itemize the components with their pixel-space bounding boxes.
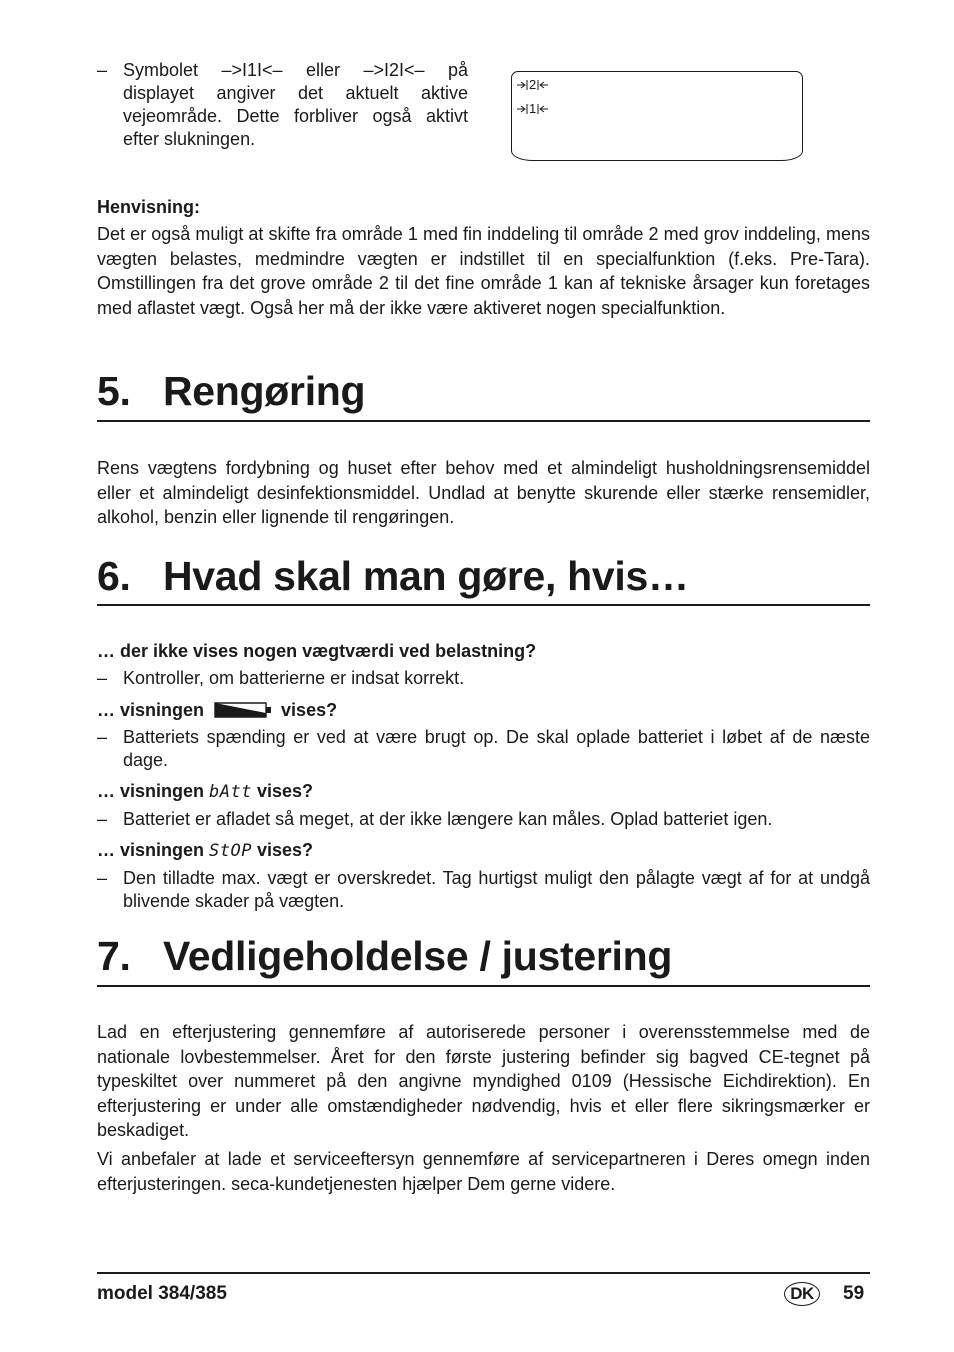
section-divider bbox=[97, 604, 870, 606]
answer-batt bbox=[97, 808, 870, 831]
dash-bullet: – bbox=[97, 727, 108, 747]
footer-model: model 384/385 bbox=[97, 1283, 227, 1304]
range-1-label: 1 bbox=[529, 101, 537, 116]
section-title: Rengøring bbox=[163, 368, 366, 414]
section-5-heading bbox=[97, 368, 870, 414]
page-number: 59 bbox=[843, 1283, 865, 1304]
answer-text: Batteriets spænding er ved at være brugt op. De skal oplade batteriet i løbet af de næste dage. bbox=[123, 727, 870, 770]
section-number: 5. bbox=[97, 368, 131, 414]
section-number: 6. bbox=[97, 553, 131, 599]
question-batt bbox=[97, 780, 313, 804]
display-illustration bbox=[511, 71, 803, 161]
inward-arrows-icon bbox=[517, 79, 529, 91]
question-prefix: … visningen bbox=[97, 840, 205, 860]
section-6-heading bbox=[97, 553, 870, 599]
section-number: 7. bbox=[97, 933, 131, 979]
section-title: Hvad skal man gøre, hvis… bbox=[163, 553, 689, 599]
question-no-weight: … der ikke vises nogen vægtværdi ved belastning? bbox=[97, 641, 537, 661]
display-code-stop: StOP bbox=[209, 841, 252, 861]
answer-text: Batteriet er afladet så meget, at der ikke længere kan måles. Oplad batteriet igen. bbox=[123, 809, 773, 829]
section-5-text: Rens vægtens fordybning og huset efter behov med et almindeligt husholdningsrensemiddel eller et almindeligt desinfektionsmiddel. Undlad at benytte skurende eller stærke rensemidler, alkohol, benzin eller lignende til rengøringen. bbox=[97, 458, 870, 527]
dash-bullet: – bbox=[97, 809, 108, 829]
intro-text: Symbolet –>I1I<– eller –>I2I<– på displayet angiver det aktuelt aktive vejeområde. Dette forbliver også aktivt efter slukningen. bbox=[123, 60, 468, 149]
dash-bullet: – bbox=[97, 868, 108, 888]
dash-bullet: – bbox=[97, 668, 108, 688]
section-7-paragraph-2: Vi anbefaler at lade et serviceeftersyn gennemføre af servicepartneren i Deres omegn inden efterjusteringen. seca-kundetjenesten hjælper Dem gerne videre. bbox=[97, 1149, 870, 1194]
intro-item bbox=[97, 59, 468, 151]
answer-stop bbox=[97, 867, 870, 913]
dash-bullet: – bbox=[97, 60, 108, 80]
section-7-heading bbox=[97, 933, 870, 979]
question-suffix: vises? bbox=[281, 700, 338, 720]
battery-low-icon bbox=[214, 702, 272, 718]
question-suffix: vises? bbox=[257, 781, 314, 801]
answer-text: Kontroller, om batterierne er indsat korrekt. bbox=[123, 668, 465, 688]
inward-arrows-icon bbox=[536, 103, 548, 115]
range-1-indicator bbox=[517, 102, 548, 116]
language-badge: DK bbox=[784, 1282, 820, 1306]
answer-no-weight bbox=[97, 667, 870, 690]
question-prefix: … visningen bbox=[97, 781, 205, 801]
question-stop bbox=[97, 839, 313, 863]
range-2-label: 2 bbox=[529, 77, 537, 92]
note-text: Det er også muligt at skifte fra område 1 med fin inddeling til område 2 med grov inddeling, mens vægten belastes, medmindre vægten er indstillet til en specialfunktion (f.eks. Pre-Tara). Omstillingen fra det grove område 2 til det fine område 1 kan af tekniske årsager kun foretages med aflastet vægt. Også her må der ikke være aktiveret nogen specialfunktion. bbox=[97, 224, 870, 318]
question-battery-low bbox=[97, 699, 337, 722]
question-prefix: … visningen bbox=[97, 700, 205, 720]
display-code-batt: bAtt bbox=[209, 782, 252, 802]
section-divider bbox=[97, 420, 870, 422]
answer-battery-low bbox=[97, 726, 870, 772]
inward-arrows-icon bbox=[517, 103, 529, 115]
footer-divider bbox=[97, 1272, 870, 1274]
question-suffix: vises? bbox=[257, 840, 314, 860]
answer-text: Den tilladte max. vægt er overskredet. Tag hurtigst muligt den pålagte vægt af for at undgå blivende skader på vægten. bbox=[123, 868, 870, 911]
note-title: Henvisning: bbox=[97, 197, 201, 217]
section-divider bbox=[97, 985, 870, 987]
inward-arrows-icon bbox=[536, 79, 548, 91]
range-2-indicator bbox=[517, 78, 548, 92]
section-title: Vedligeholdelse / justering bbox=[163, 933, 673, 979]
section-7-paragraph-1: Lad en efterjustering gennemføre af autoriserede personer i overensstemmelse med de nationale lovbestemmelser. Året for den første justering befinder sig bagved CE-tegnet på typeskiltet over nummeret på den angivne myndighed 0109 (Hessische Eichdirektion). En efterjustering er under alle omstændigheder nødvendig, hvis et eller flere sikringsmærker er beskadiget. bbox=[97, 1022, 870, 1140]
